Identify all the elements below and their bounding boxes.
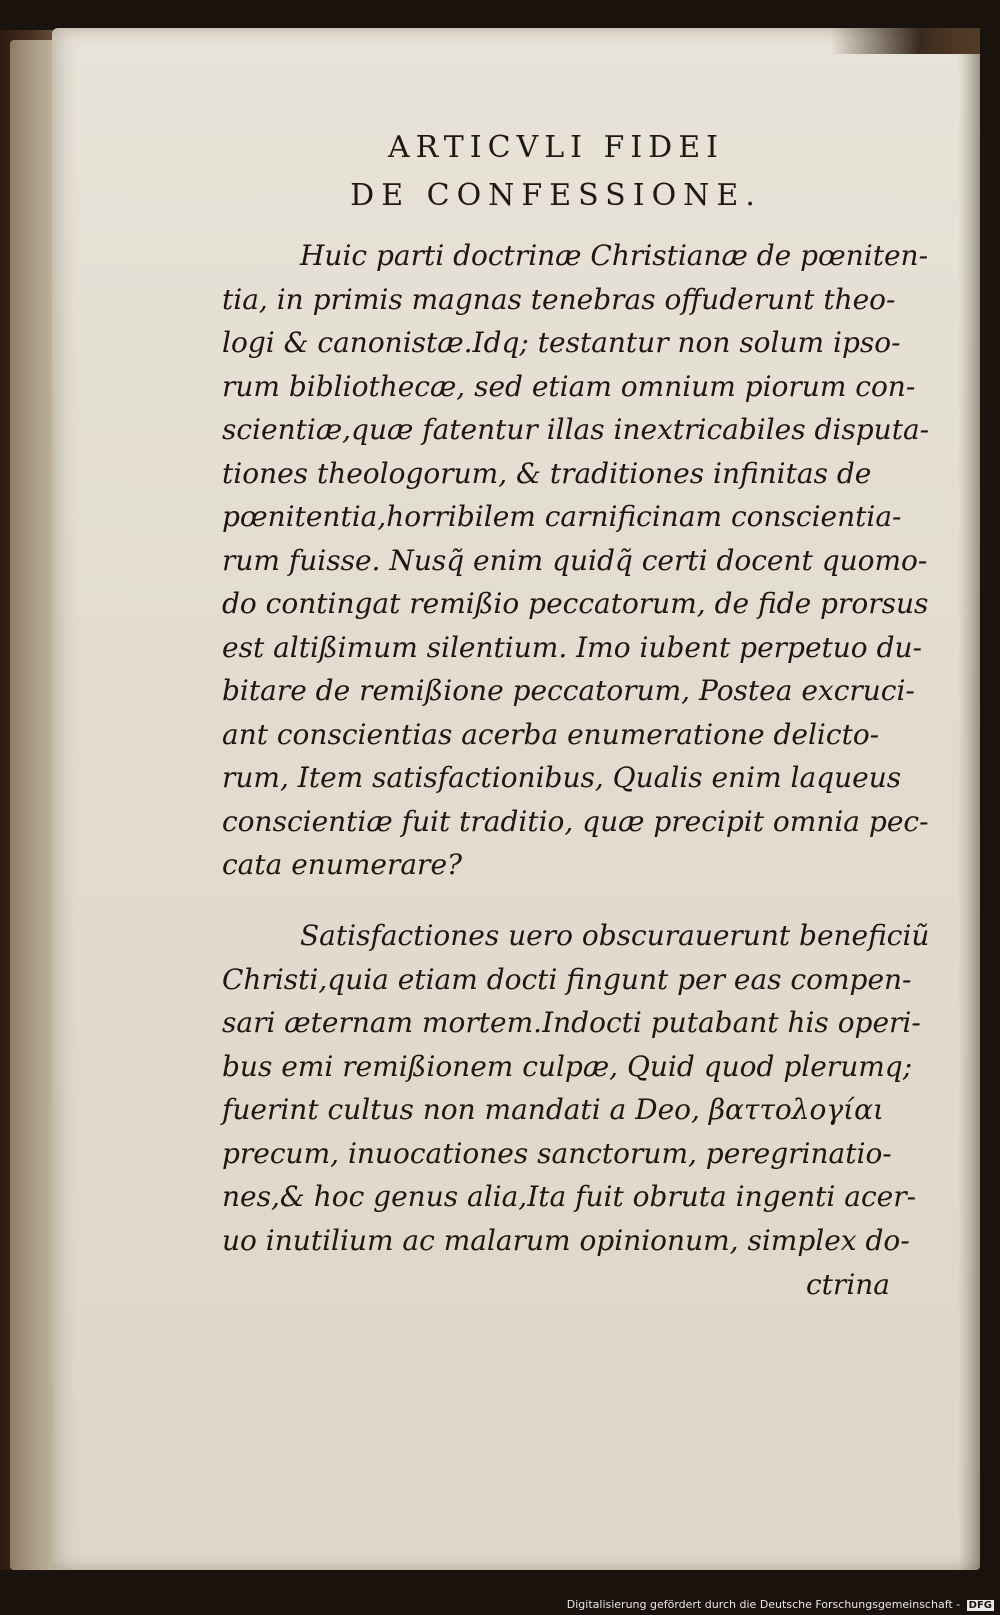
text-line: precum, inuocationes sanctorum, peregrinatio- — [222, 1136, 892, 1170]
text-line: fuerint cultus non mandati a Deo, βαττολογίαι — [222, 1093, 884, 1126]
text-line: rum bibliothecæ, sed etiam omnium piorum con- — [222, 369, 916, 403]
text-line: logi & canonistæ.Idq; testantur non solum ipso- — [222, 326, 901, 359]
text-line: Satisfactiones uero obscurauerunt beneficiũ — [300, 919, 930, 952]
text-line: bus emi remißionem culpæ, Quid quod plerumq; — [222, 1049, 913, 1083]
book-page — [52, 28, 980, 1570]
catchword: ctrina — [806, 1268, 890, 1301]
text-line: conscientiæ fuit traditio, quæ precipit omnia pec- — [222, 804, 929, 838]
text-line: rum, Item satisfactionibus, Qualis enim laqueus — [222, 761, 902, 794]
paragraph-2 — [222, 914, 942, 1262]
credit-text: Digitalisierung gefördert durch die Deutsche Forschungsgemeinschaft - — [566, 1598, 961, 1611]
text-line: cata enumerare? — [222, 848, 463, 881]
text-line: nes,& hoc genus alia,Ita fuit obruta ingenti acer- — [222, 1180, 917, 1213]
paragraph-1 — [222, 234, 942, 887]
page-subtitle: DE CONFESSIONE. — [350, 178, 762, 213]
page-shadow — [958, 28, 980, 1570]
text-line: do contingat remißio peccatorum, de fide prorsus — [222, 587, 929, 620]
text-line: tia, in primis magnas tenebras offuderunt theo- — [222, 282, 896, 316]
text-line: Huic parti doctrinæ Christianæ de pœniten- — [300, 239, 929, 272]
text-line: Christi,quia etiam docti fingunt per eas compen- — [222, 962, 912, 996]
text-line: pœnitentia,horribilem carnificinam conscientia- — [222, 500, 902, 533]
digitization-credit — [567, 1598, 994, 1611]
text-line: uo inutilium ac malarum opinionum, simplex do- — [222, 1223, 910, 1257]
text-line: est altißimum silentium. Imo iubent perpetuo du- — [222, 630, 922, 664]
page-title: ARTICVLI FIDEI — [388, 130, 724, 165]
text-line: rum fuisse. Nusq̃ enim quidq̃ certi docent quomo- — [222, 543, 928, 577]
text-line: ant conscientias acerba enumeratione delicto- — [222, 717, 880, 751]
text-line: bitare de remißione peccatorum, Postea excruci- — [222, 674, 915, 707]
text-line: tiones theologorum, & traditiones infinitas de — [222, 456, 872, 490]
dfg-logo: DFG — [968, 1600, 992, 1611]
text-line: sari æternam mortem.Indocti putabant his operi- — [222, 1006, 921, 1039]
text-line: scientiæ,quæ fatentur illas inextricabiles disputa- — [222, 413, 930, 446]
